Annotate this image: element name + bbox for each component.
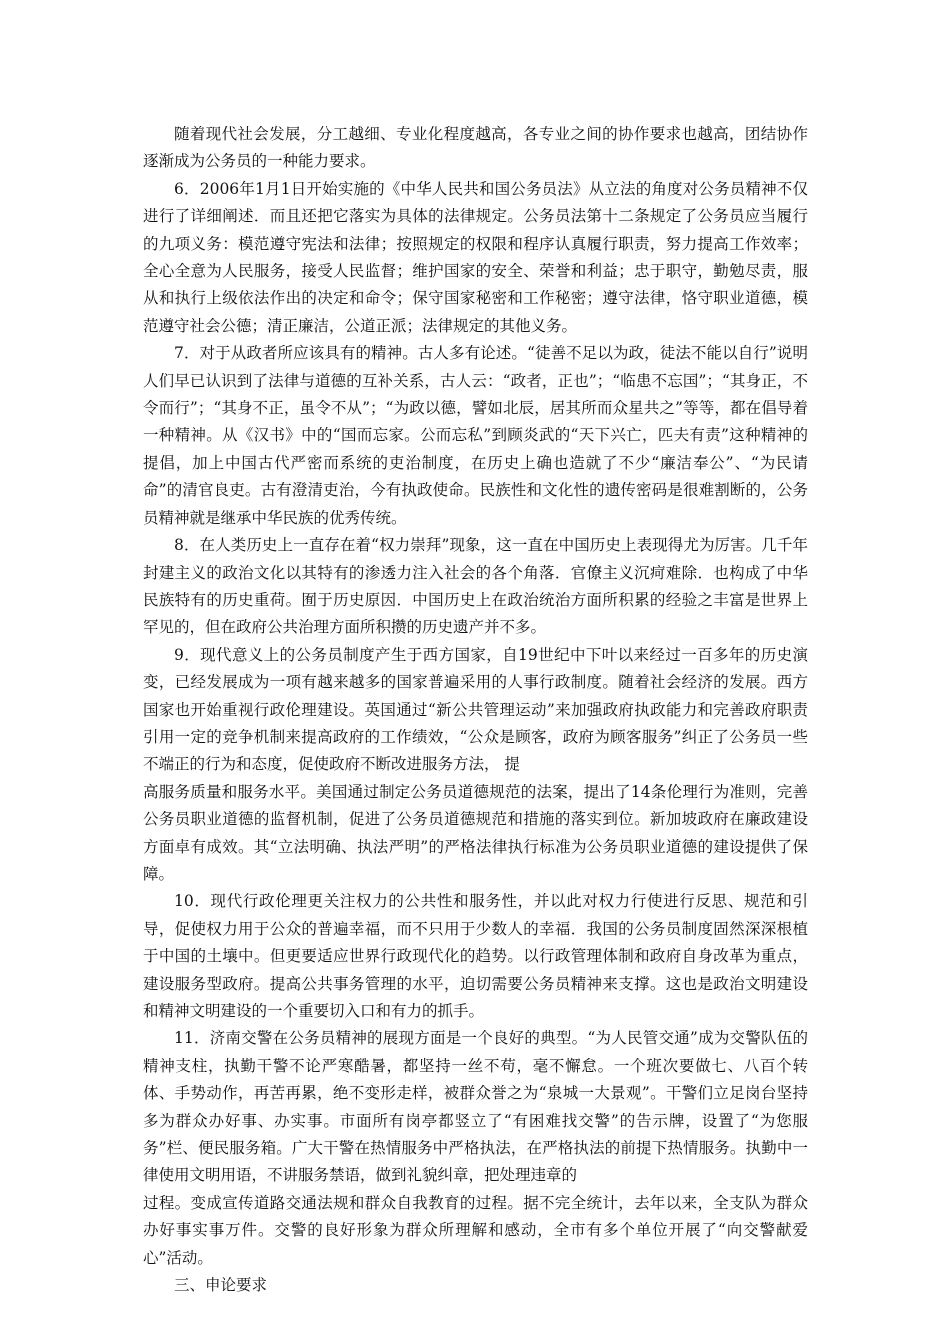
paragraph-10-administrative-ethics: 10．现代行政伦理更关注权力的公共性和服务性，并以此对权力行使进行反思、规范和引导，促使权力用于公众的普遍幸福，而不只用于少数人的幸福．我国的公务员制度固然深深根植于中国的土壤中。但更要适应世界行政现代化的趋势。以行政管理体制和政府自身改革为重点，建设服务型政府。提高公共事务管理的水平，迫切需要公务员精神来支撑。这也是政治文明建设和精神文明建设的一个重要切入口和有力的抓手。 <box>143 892 808 1020</box>
section-heading: 三、申论要求 <box>174 1276 268 1295</box>
paragraph-11-continued: 过程。变成宣传道路交通法规和群众自我教育的过程。据不完全统计，去年以来，全支队为群众办好事实事万件。交警的良好形象为群众所理解和感动，全市有多个单位开展了“向交警献爱心”活动。 <box>143 1193 808 1267</box>
paragraph-9-western-system: 9．现代意义上的公务员制度产生于西方国家，自19世纪中下叶以来经过一百多年的历史演变，已经发展成为一项有越来越多的国家普遍采用的人事行政制度。随着社会经济的发展。西方国家也开始重视行政伦理建设。英国通过“新公共管理运动”来加强政府执政能力和完善政府职责引用一定的竞争机制来提高政府的工作绩效，“公众是顾客，政府为顾客服务”纠正了公务员一些不端正的行为和态度，促使政府不断改进服务方法， 提 <box>143 645 808 774</box>
paragraph-11-jinan-traffic-police: 11．济南交警在公务员精神的展现方面是一个良好的典型。“为人民管交通”成为交警队伍的精神支柱，执勤干警不论严寒酷暑，都坚持一丝不苟，毫不懈怠。一个班次要做七、八百个转体、手势动作，再苦再累，绝不变形走样，被群众誉之为“泉城一大景观”。干警们立足岗台坚持多为群众办好事、办实事。市面所有岗亭都竖立了“有困难找交警”的告示牌，设置了“为您服务”栏、便民服务箱。广大干警在热情服务中严格执法，在严格执法的前提下热情服务。执勤中一律使用文明用语，不讲服务禁语，做到礼貌纠章，把处理违章的 <box>143 1029 808 1185</box>
paragraph-9-continued: 高服务质量和服务水平。美国通过制定公务员道德规范的法案，提出了14条伦理行为准则，完善公务员职业道德的监督机制，促进了公务员道德规范和措施的落实到位。新加坡政府在廉政建设方面卓有成效。其“立法明确、执法严明”的严格法律执行标准为公务员职业道德的建设提供了保障。 <box>143 782 808 883</box>
document-page <box>143 121 808 1299</box>
paragraph-7-ancient-views: 7．对于从政者所应该具有的精神。古人多有论述。“徒善不足以为政，徒法不能以自行”说明人们早已认识到了法律与道德的互补关系，古人云：“政者，正也”；“临患不忘国”；“其身正，不令而行”；“其身不正，虽令不从”；“为政以德，譬如北辰，居其所而众星共之”等等，都在倡导着一种精神。从《汉书》中的“国而忘家。公而忘私”到顾炎武的“天下兴亡，匹夫有责”这种精神的提倡，加上中国古代严密而系统的吏治制度，在历史上确也造就了不少“廉洁奉公”、“为民请命”的清官良吏。古有澄清吏治，今有执政使命。民族性和文化性的遗传密码是很难割断的，公务员精神就是继承中华民族的优秀传统。 <box>143 344 808 527</box>
paragraph-8-power-worship: 8．在人类历史上一直存在着“权力崇拜”现象，这一直在中国历史上表现得尤为厉害。几千年封建主义的政治文化以其特有的渗透力注入社会的各个角落．官僚主义沉疴难除．也构成了中华民族特有的历史重荷。囿于历史原因．中国历史上在政治统治方面所积累的经验之丰富是世界上罕见的，但在政府公共治理方面所积攒的历史遗产并不多。 <box>143 536 808 637</box>
paragraph-teamwork: 随着现代社会发展，分工越细、专业化程度越高，各专业之间的协作要求也越高，团结协作逐渐成为公务员的一种能力要求。 <box>143 125 808 171</box>
paragraph-6-civil-servant-law: 6．2006年1月1日开始实施的《中华人民共和国公务员法》从立法的角度对公务员精神不仅进行了详细阐述．而且还把它落实为具体的法律规定。公务员法第十二条规定了公务员应当履行的九项义务：模范遵守宪法和法律；按照规定的权限和程序认真履行职责，努力提高工作效率；全心全意为人民服务，接受人民监督；维护国家的安全、荣誉和利益；忠于职守，勤勉尽责，服从和执行上级依法作出的决定和命令；保守国家秘密和工作秘密；遵守法律，恪守职业道德，模范遵守社会公德；清正廉洁，公道正派；法律规定的其他义务。 <box>143 179 808 335</box>
